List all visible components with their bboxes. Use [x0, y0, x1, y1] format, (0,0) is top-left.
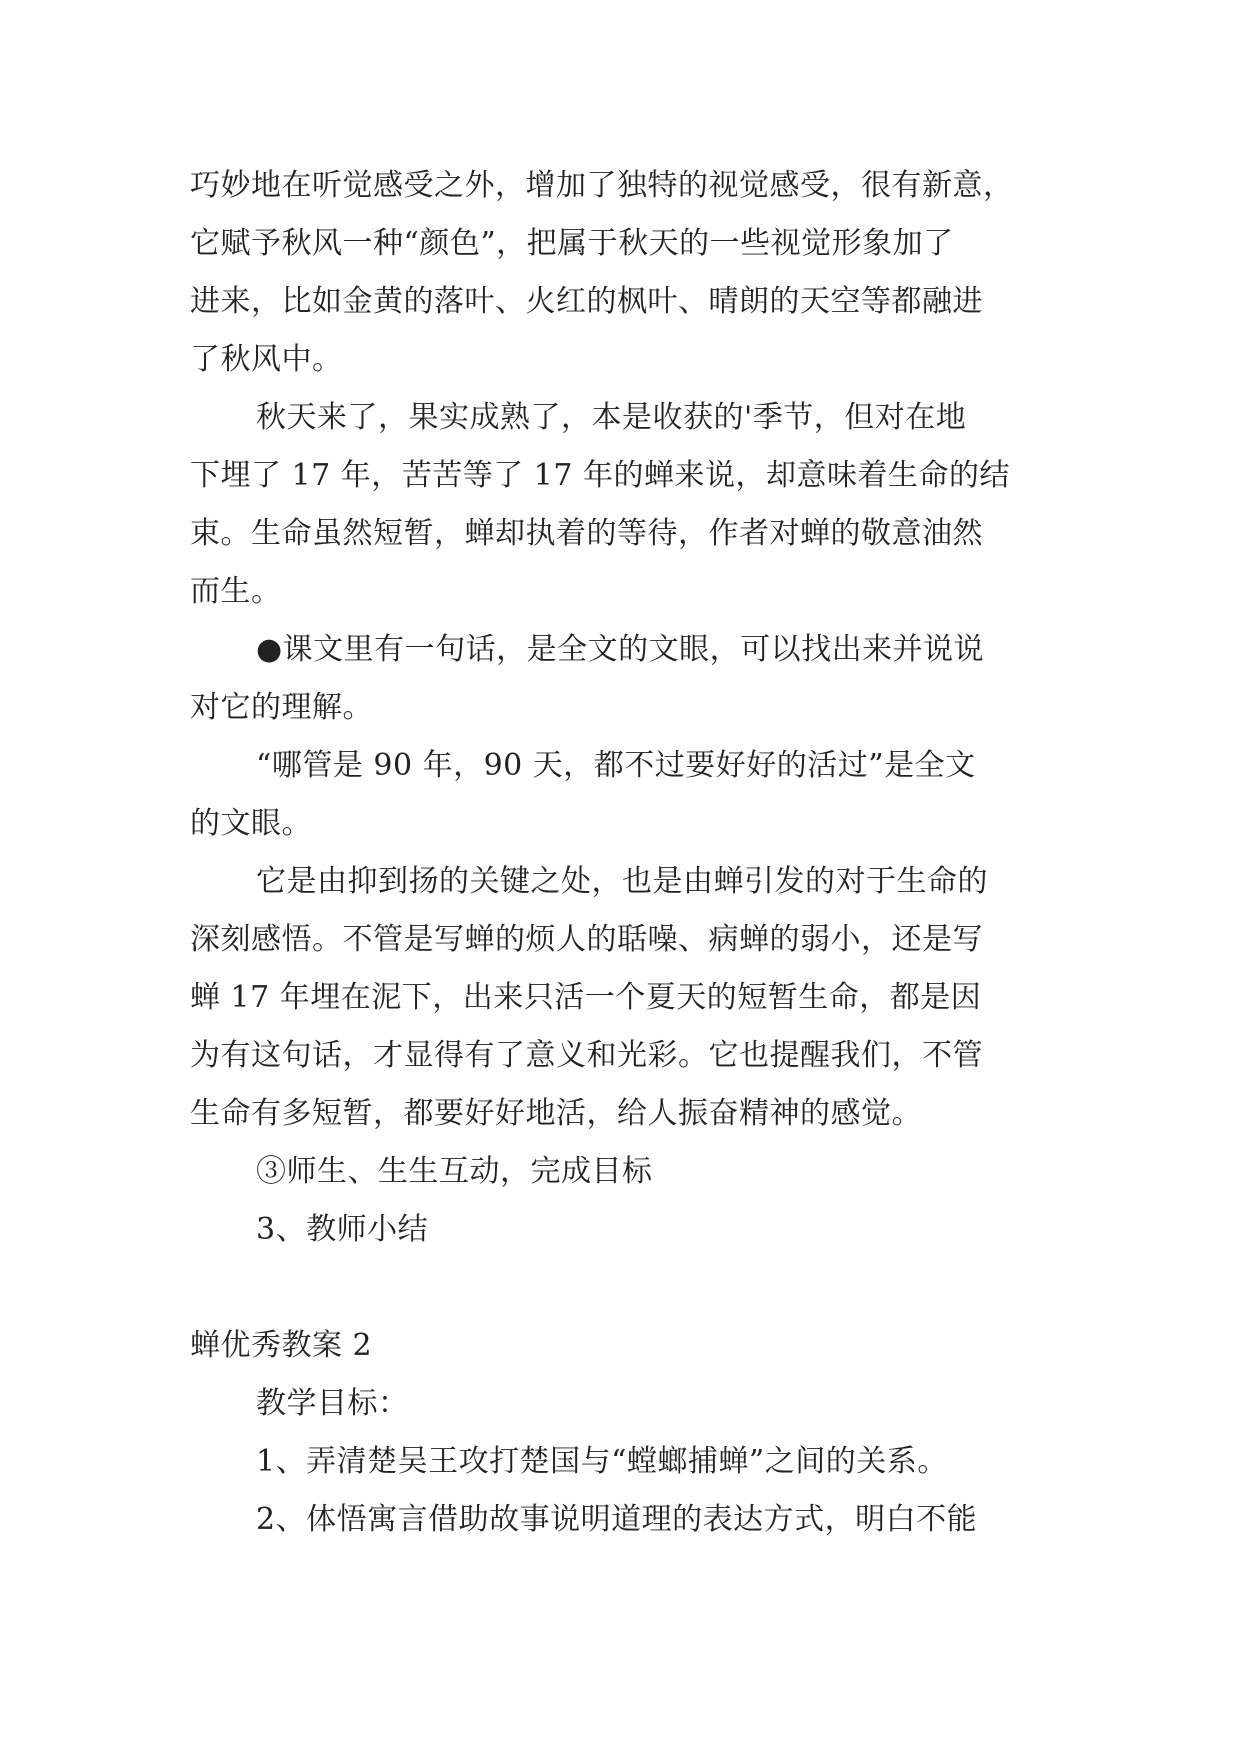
text-line: 了秋风中。	[190, 342, 343, 377]
text-line: 2、体悟寓言借助故事说明道理的表达方式，明白不能	[256, 1502, 978, 1537]
text-line: 巧妙地在听觉感受之外，增加了独特的视觉感受，很有新意，	[190, 168, 1014, 203]
text-line: 它赋予秋风一种“颜色”，把属于秋天的一些视觉形象加了	[190, 226, 954, 261]
text-line: 为有这句话，才显得有了意义和光彩。它也提醒我们，不管	[190, 1038, 983, 1073]
text-line: 3、教师小结	[256, 1212, 429, 1247]
text-line: 1、弄清楚吴王攻打楚国与“螳螂捕蝉”之间的关系。	[256, 1444, 948, 1479]
section-heading: 蝉优秀教案 2	[190, 1328, 373, 1363]
text-line: 对它的理解。	[190, 690, 373, 725]
text-line: 而生。	[190, 574, 282, 609]
text-line: 下埋了 17 年，苦苦等了 17 年的蝉来说，却意味着生命的结	[190, 458, 1010, 493]
text-line: 深刻感悟。不管是写蝉的烦人的聒噪、病蝉的弱小，还是写	[190, 922, 983, 957]
text-line: 的文眼。	[190, 806, 312, 841]
text-line: 教学目标：	[256, 1386, 409, 1421]
text-line: 进来，比如金黄的落叶、火红的枫叶、晴朗的天空等都融进	[190, 284, 983, 319]
text-line: 生命有多短暂，都要好好地活，给人振奋精神的感觉。	[190, 1096, 922, 1131]
text-line: ③师生、生生互动，完成目标	[256, 1154, 653, 1189]
text-line: 蝉 17 年埋在泥下，出来只活一个夏天的短暂生命，都是因	[190, 980, 982, 1015]
text-line: 秋天来了，果实成熟了，本是收获的'季节，但对在地	[256, 400, 967, 435]
text-line: ●课文里有一句话，是全文的文眼，可以找出来并说说	[256, 632, 985, 667]
text-line: “哪管是 90 年，90 天，都不过要好好的活过”是全文	[256, 748, 976, 783]
text-line: 它是由抑到扬的关键之处，也是由蝉引发的对于生命的	[256, 864, 988, 899]
text-line: 束。生命虽然短暂，蝉却执着的等待，作者对蝉的敬意油然	[190, 516, 983, 551]
